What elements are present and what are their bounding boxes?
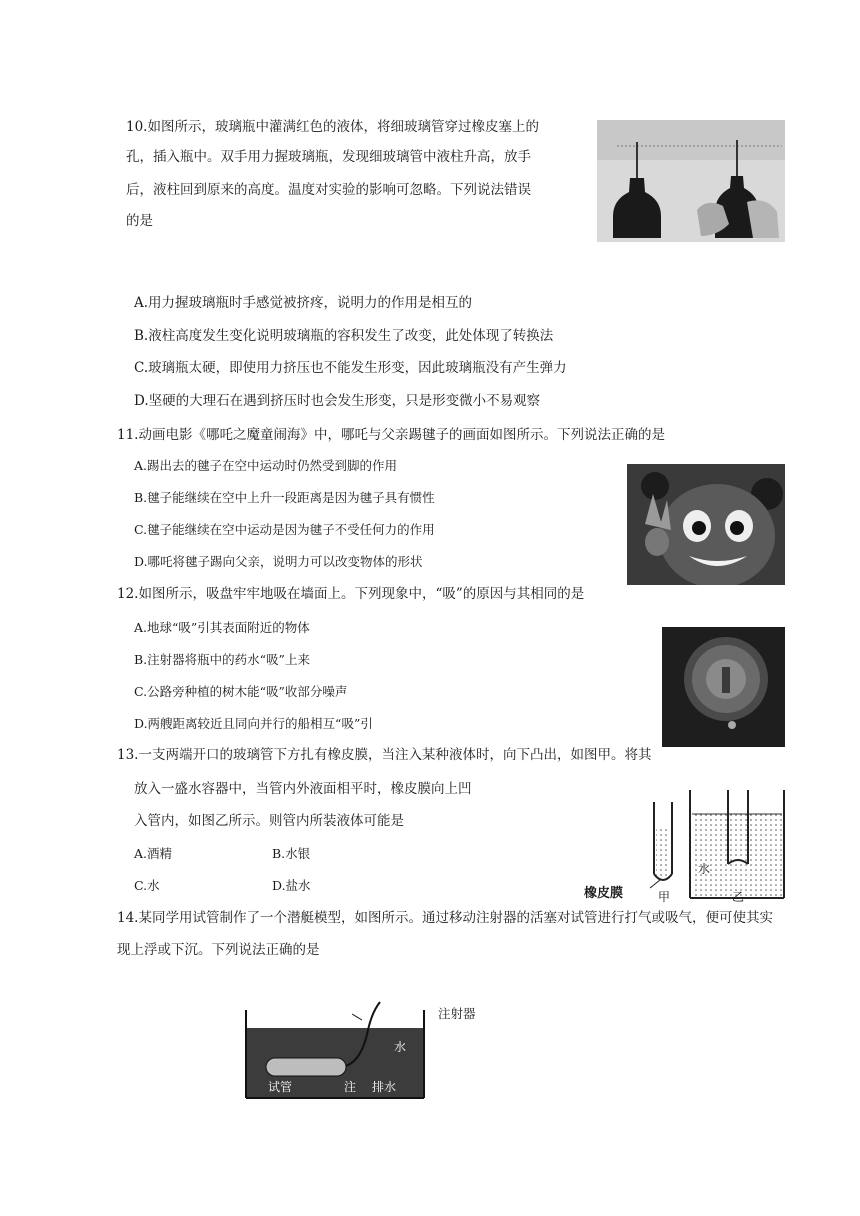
q13-water-label: 水 bbox=[698, 862, 711, 876]
q13-membrane-label: 橡皮膜 bbox=[584, 886, 624, 901]
q10-stem-line-3: 后，液柱回到原来的高度。温度对实验的影响可忽略。下列说法错误 bbox=[126, 182, 531, 198]
q11-option-a: A.踢出去的毽子在空中运动时仍然受到脚的作用 bbox=[134, 458, 398, 473]
q13-yi-label: 乙 bbox=[732, 890, 745, 904]
q12-suction-cup-photo bbox=[662, 627, 785, 747]
q14-stem-line-2: 现上浮或下沉。下列说法正确的是 bbox=[117, 942, 320, 958]
q10-option-b: B.液柱高度发生变化说明玻璃瓶的容积发生了改变，此处体现了转换法 bbox=[134, 328, 554, 344]
q13-option-d: D.盐水 bbox=[272, 878, 311, 893]
q10-stem-line-2: 孔，插入瓶中。双手用力握玻璃瓶，发现细玻璃管中液柱升高，放手 bbox=[126, 149, 531, 165]
q14-syringe-label: 注射器 bbox=[438, 1006, 476, 1021]
q10-stem-line-4: 的是 bbox=[126, 213, 153, 229]
q12-option-d: D.两艘距离较近且同向并行的船相互“吸”引 bbox=[134, 716, 373, 731]
q12-stem: 12.如图所示，吸盘牢牢地吸在墙面上。下列现象中，“吸”的原因与其相同的是 bbox=[117, 586, 585, 602]
q13-stem-line-3: 入管内，如图乙所示。则管内所装液体可能是 bbox=[134, 813, 404, 829]
q14-water-label: 水 bbox=[394, 1040, 407, 1054]
q13-option-c: C.水 bbox=[134, 878, 160, 893]
q11-nezha-photo bbox=[627, 464, 785, 585]
q14-submarine-diagram bbox=[244, 1000, 426, 1100]
q13-stem-line-1: 13.一支两端开口的玻璃管下方扎有橡皮膜，当注入某种液体时，向下凸出，如图甲。将其 bbox=[117, 747, 652, 763]
q10-option-d: D.坚硬的大理石在遇到挤压时也会发生形变，只是形变微小不易观察 bbox=[134, 393, 541, 409]
q11-option-b: B.毽子能继续在空中上升一段距离是因为毽子具有惯性 bbox=[134, 490, 435, 505]
q10-stem-line-1: 10.如图所示，玻璃瓶中灌满红色的液体，将细玻璃管穿过橡皮塞上的 bbox=[126, 119, 539, 135]
q11-option-c: C.毽子能继续在空中运动是因为毽子不受任何力的作用 bbox=[134, 522, 435, 537]
q11-stem: 11.动画电影《哪吒之魔童闹海》中，哪吒与父亲踢毽子的画面如图所示。下列说法正确的是 bbox=[117, 427, 665, 443]
q14-inlet-label: 注 bbox=[344, 1080, 357, 1094]
q11-option-d: D.哪吒将毽子踢向父亲，说明力可以改变物体的形状 bbox=[134, 554, 423, 569]
q13-option-a: A.酒精 bbox=[134, 846, 173, 861]
q10-option-a: A.用力握玻璃瓶时手感觉被挤疼，说明力的作用是相互的 bbox=[134, 295, 473, 311]
q14-stem-line-1: 14.某同学用试管制作了一个潜艇模型，如图所示。通过移动注射器的活塞对试管进行打气或吸气，便可使其实 bbox=[117, 910, 773, 926]
q12-option-a: A.地球“吸”引其表面附近的物体 bbox=[134, 620, 310, 635]
q13-option-b: B.水银 bbox=[272, 846, 311, 861]
q13-jia-label: 甲 bbox=[658, 890, 671, 904]
q14-tube-label: 试管 bbox=[268, 1080, 293, 1094]
q10-option-c: C.玻璃瓶太硬，即使用力挤压也不能发生形变，因此玻璃瓶没有产生弹力 bbox=[134, 360, 567, 376]
q12-option-b: B.注射器将瓶中的药水“吸”上来 bbox=[134, 652, 310, 667]
q10-bottle-photo bbox=[597, 120, 785, 242]
q14-outlet-label: 排水 bbox=[372, 1080, 397, 1094]
q12-option-c: C.公路旁种植的树木能“吸”收部分噪声 bbox=[134, 684, 348, 699]
q13-tube-diagram bbox=[584, 788, 786, 904]
q13-stem-line-2: 放入一盛水容器中，当管内外液面相平时，橡皮膜向上凹 bbox=[134, 781, 472, 797]
